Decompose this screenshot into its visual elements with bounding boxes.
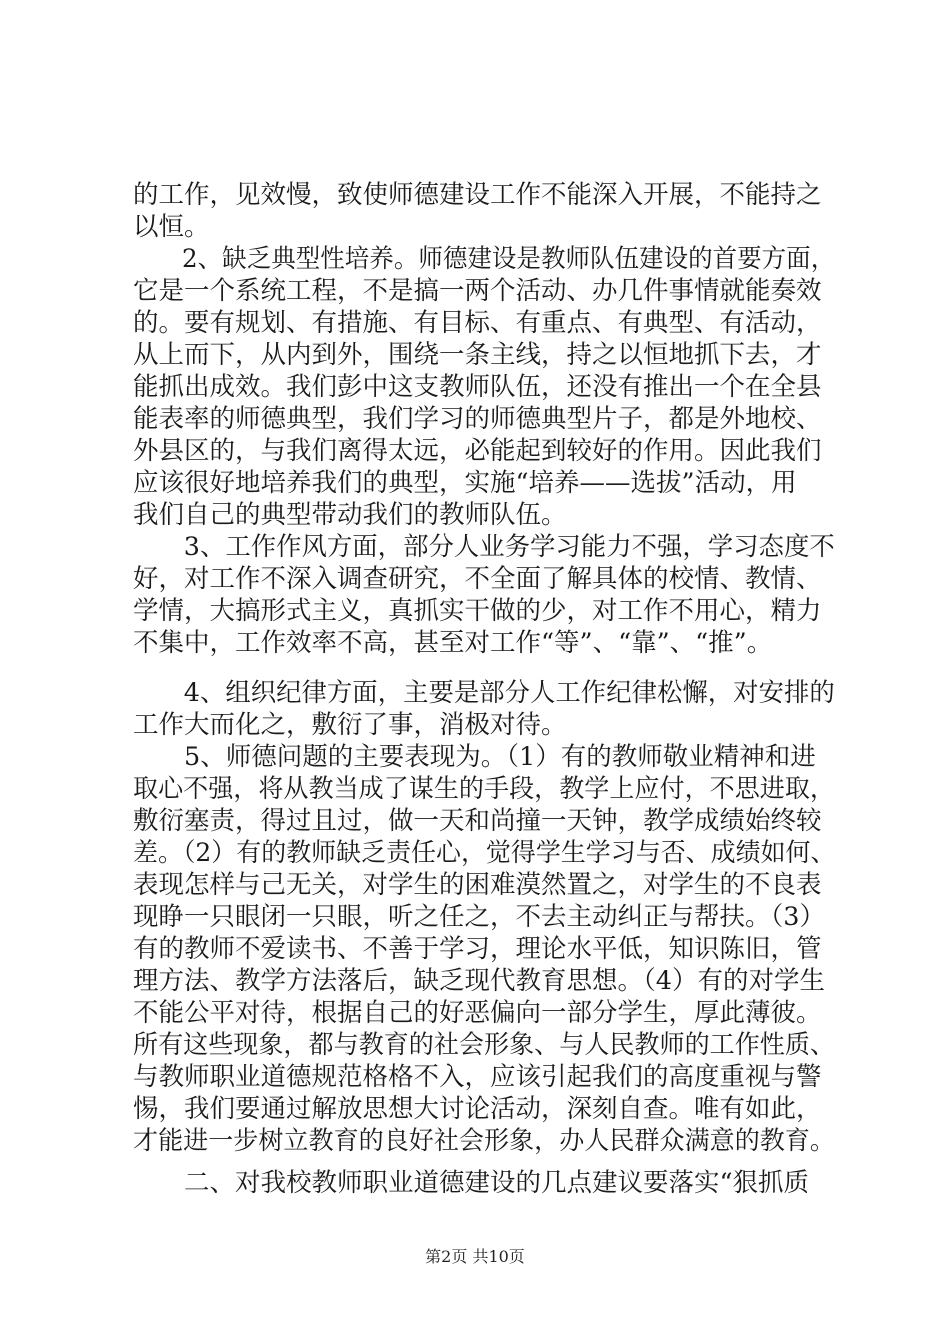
text-line: 的。要有规划、有措施、有目标、有重点、有典型、有活动，: [133, 308, 822, 338]
text-line: 5、师德问题的主要表现为。（1）有的教师敬业精神和进: [133, 742, 816, 772]
text-line: 工作大而化之，敷衍了事，消极对待。: [133, 710, 567, 740]
text-line: 表现怎样与己无关，对学生的困难漠然置之，对学生的不良表: [133, 870, 822, 900]
text-line: 取心不强，将从教当成了谋生的手段，教学上应付，不思进取，: [133, 774, 836, 804]
text-line: 有的教师不爱读书、不善于学习，理论水平低，知识陈旧，管: [133, 934, 822, 964]
text-line: 2、缺乏典型性培养。师德建设是教师队伍建设的首要方面，: [133, 244, 836, 274]
text-line: 与教师职业道德规范格格不入，应该引起我们的高度重视与警: [133, 1062, 822, 1092]
text-line: 差。（2）有的教师缺乏责任心，觉得学生学习与否、成绩如何、: [133, 838, 836, 868]
page-footer: 第2页 共10页: [425, 1247, 525, 1266]
text-line: 应该很好地培养我们的典型，实施“培养——选拔”活动，用: [133, 468, 797, 498]
text-line: 所有这些现象，都与教育的社会形象、与人民教师的工作性质、: [133, 1030, 836, 1060]
text-line: 的工作，见效慢，致使师德建设工作不能深入开展，不能持之: [133, 180, 822, 210]
text-line: 能抓出成效。我们彭中这支教师队伍，还没有推出一个在全县: [133, 372, 822, 402]
text-line: 理方法、教学方法落后，缺乏现代教育思想。（4）有的对学生: [133, 966, 825, 996]
text-line: 学情，大搞形式主义，真抓实干做的少，对工作不用心，精力: [133, 596, 822, 626]
text-line: 它是一个系统工程，不是搞一两个活动、办几件事情就能奏效: [133, 276, 822, 306]
text-line: 才能进一步树立教育的良好社会形象，办人民群众满意的教育。: [133, 1126, 836, 1156]
text-line: 能表率的师德典型，我们学习的师德典型片子，都是外地校、: [133, 404, 822, 434]
text-line: 惕，我们要通过解放思想大讨论活动，深刻自查。唯有如此，: [133, 1094, 822, 1124]
text-line: 从上而下，从内到外，围绕一条主线，持之以恒地抓下去，才: [133, 340, 822, 370]
text-line: 4、组织纪律方面，主要是部分人工作纪律松懈，对安排的: [133, 678, 835, 708]
text-line: 我们自己的典型带动我们的教师队伍。: [133, 500, 567, 530]
text-line: 3、工作作风方面，部分人业务学习能力不强，学习态度不: [133, 532, 835, 562]
text-line: 不能公平对待，根据自己的好恶偏向一部分学生，厚此薄彼。: [133, 998, 822, 1028]
text-line: 以恒。: [133, 212, 210, 242]
text-line: 敷衍塞责，得过且过，做一天和尚撞一天钟，教学成绩始终较: [133, 806, 822, 836]
text-line: 好，对工作不深入调查研究，不全面了解具体的校情、教情、: [133, 564, 822, 594]
text-line: 二、对我校教师职业道德建设的几点建议要落实“狠抓质: [133, 1168, 810, 1198]
text-line: 不集中，工作效率不高，甚至对工作“等”、“靠”、“推”。: [133, 628, 773, 658]
text-line: 现睁一只眼闭一只眼，听之任之，不去主动纠正与帮扶。（3）: [133, 902, 825, 932]
text-line: 外县区的，与我们离得太远，必能起到较好的作用。因此我们: [133, 436, 822, 466]
